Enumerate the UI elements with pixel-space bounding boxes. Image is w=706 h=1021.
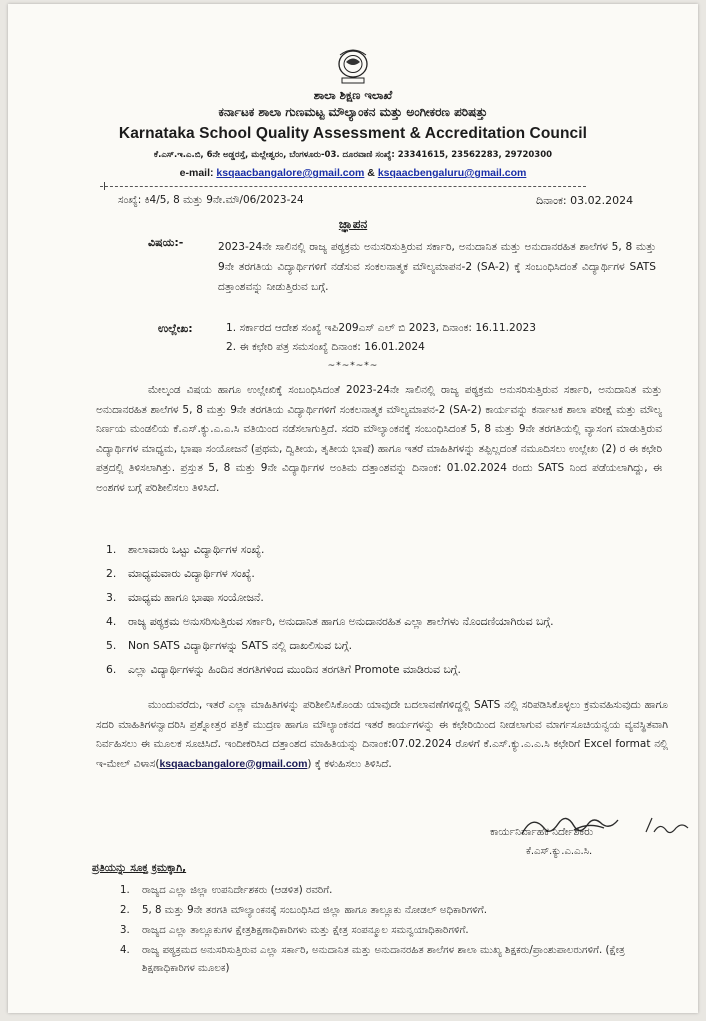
letter-page	[8, 4, 698, 1013]
department-name: ಶಾಲಾ ಶಿಕ್ಷಣ ಇಲಾಖೆ	[313, 88, 393, 102]
government-emblem-icon	[330, 46, 376, 86]
section-separator: ~*~*~*~	[327, 361, 379, 371]
signatory-title: ಕಾರ್ಯನಿರ್ವಾಹಕ ನಿರ್ದೇಶಕರು	[490, 826, 594, 838]
list-item-text: 5, 8 ಮತ್ತು 9ನೇ ತರಗತಿ ಮೌಲ್ಯಾಂಕನಕ್ಕೆ ಸಂಬಂಧಿಸಿದ ಜಿಲ್ಲಾ ಹಾಗೂ ತಾಲ್ಲೂಕು ನೋಡಲ್ ಅಧಿಕಾರಿಗಳಿಗೆ.	[142, 905, 487, 916]
list-item-number: 1.	[120, 885, 130, 896]
submission-email-link[interactable]: ksqaacbangalore@gmail.com	[159, 757, 308, 770]
list-item	[120, 902, 676, 920]
header-divider	[100, 186, 586, 187]
body-paragraph-2	[96, 696, 668, 774]
list-item-text: ರಾಜ್ಯ ಪಠ್ಯಕ್ರಮ ಅನುಸರಿಸುತ್ತಿರುವ ಸರ್ಕಾರಿ, ಅನುದಾನಿತ ಹಾಗೂ ಅನುದಾನರಹಿತ ಎಲ್ಲಾ ಶಾಲೆಗಳು ನೊಂದಣಿಯಾಗಿರುವ ಬಗ್ಗೆ.	[128, 615, 554, 628]
subject-text: 2023-24ನೇ ಸಾಲಿನಲ್ಲಿ ರಾಜ್ಯ ಪಠ್ಯಕ್ರಮ ಅನುಸರಿಸುತ್ತಿರುವ ಸರ್ಕಾರಿ, ಅನುದಾನಿತ ಮತ್ತು ಅನುದಾನರಹಿತ ಶಾಲೆಗಳ 5, 8 ಮತ್ತು 9ನೇ ತರಗತಿಯ ವಿದ್ಯಾರ್ಥಿಗಳಿಗೆ ನಡೆಸುವ ಸಂಕಲನಾತ್ಮಕ ಮೌಲ್ಯಮಾಪನ-2 (SA-2) ಕ್ಕೆ ಸಂಬಂಧಿಸಿದಂತೆ ವಿದ್ಯಾರ್ಥಿಗಳ SATS ದತ್ತಾಂಶವನ್ನು ನೀಡುತ್ತಿರುವ ಬಗ್ಗೆ.	[218, 241, 656, 293]
paragraph-2-text-b: ) ಕ್ಕೆ ಕಳುಹಿಸಲು ತಿಳಿಸಿದೆ.	[307, 757, 392, 770]
list-item-text: ರಾಜ್ಯ ಪಠ್ಯಕ್ರಮದ ಅನುಸರಿಸುತ್ತಿರುವ ಎಲ್ಲಾ ಸರ್ಕಾರಿ, ಅನುದಾನಿತ ಮತ್ತು ಅನುದಾನರಹಿತ ಶಾಲೆಗಳ ಶಾಲಾ ಮುಖ್ಯ ಶಿಕ್ಷಕರು/ಪ್ರಾಂಶುಪಾಲರುಗಳಿಗೆ. (ಕ್ಷೇತ್ರ ಶಿಕ್ಷಣಾಧಿಕಾರಿಗಳ ಮೂಲಕ)	[142, 945, 625, 974]
signatory-organization: ಕೆ.ಎಸ್.ಕ್ಯು.ಎ.ಎ.ಸಿ.	[526, 846, 593, 857]
list-item-number: 4.	[120, 945, 130, 956]
reference-item-1: 1. ಸರ್ಕಾರದ ಆದೇಶ ಸಂಖ್ಯೆ ಇಪಿ209ಎಸ್ ಎಲ್ ಬಿ 2023, ದಿನಾಂಕ: 16.11.2023	[226, 322, 536, 334]
reference-number: ಸಂಖ್ಯೆ: ಕಿ4/5, 8 ಮತ್ತು 9ನೇ.ಮೌ/06/2023-24	[118, 194, 304, 206]
list-item-number: 5.	[106, 639, 117, 652]
office-address: ಕೆ.ಎಸ್.ಇ.ಎ.ಬಿ, 6ನೇ ಅಡ್ಡರಸ್ತೆ, ಮಲ್ಲೇಶ್ವರಂ, ಬೆಂಗಳೂರು-03. ದೂರವಾಣಿ ಸಂಖ್ಯೆ: 23341615, 23562283, 29720300	[153, 150, 553, 160]
email-link-2[interactable]: ksqaacbengaluru@gmail.com	[377, 167, 527, 179]
council-name-english: Karnataka School Quality Assessment & Accreditation Council	[118, 125, 588, 142]
body-paragraph-1: ಮೇಲ್ಕಂಡ ವಿಷಯ ಹಾಗೂ ಉಲ್ಲೇಖಿಕ್ಕೆ ಸಂಬಂಧಿಸಿದಂತೆ 2023-24ನೇ ಸಾಲಿನಲ್ಲಿ ರಾಜ್ಯ ಪಠ್ಯಕ್ರಮ ಅನುಸರಿಸುತ್ತಿರುವ ಸರ್ಕಾರಿ, ಅನುದಾನಿತ ಮತ್ತು ಅನುದಾನರಹಿತ ಶಾಲೆಗಳ 5, 8 ಮತ್ತು 9ನೇ ತರಗತಿಯ ವಿದ್ಯಾರ್ಥಿಗಳಿಗೆ ಸಂಕಲನಾತ್ಮಕ ಮೌಲ್ಯಮಾಪನ-2 (SA-2) ಕಾರ್ಯವನ್ನು ಕರ್ನಾಟಕ ಶಾಲಾ ಪರೀಕ್ಷೆ ಮತ್ತು ಮೌಲ್ಯ ನಿರ್ಣಯ ಮಂಡಲಿಯ ಕೆ.ಎಸ್.ಕ್ಯು.ಎ.ಎ.ಸಿ ವತಿಯಿಂದ ನಡೆಸಲಾಗುತ್ತಿದೆ. ಸದರಿ ಮೌಲ್ಯಾಂಕನಕ್ಕೆ ಸಂಬಂಧಿಸಿದಂತೆ 5, 8 ಮತ್ತು 9ನೇ ತರಗತಿಯಲ್ಲಿ ವ್ಯಾಸಂಗ ಮಾಡುತ್ತಿರುವ ವಿದ್ಯಾರ್ಥಿಗಳ ಮಾಧ್ಯಮ, ಭಾಷಾ ಸಂಯೋಜನೆ (ಪ್ರಥಮ, ದ್ವಿತೀಯ, ತೃತೀಯ ಭಾಷೆ) ಹಾಗೂ ಇತರೆ ಮಾಹಿತಿಗಳನ್ನು ತಪ್ಪಿಲ್ಲದಂತೆ ನಮೂದಿಸಲು ಉಲ್ಲೇಖ (2) ರ ಈ ಕಛೇರಿ ಪತ್ರದಲ್ಲಿ ತಿಳಿಸಲಾಗಿತ್ತು. ಪ್ರಸ್ತುತ 5, 8 ಮತ್ತು 9ನೇ ವಿದ್ಯಾರ್ಥಿಗಳ ಅಂತಿಮ ದತ್ತಾಂಶವನ್ನು ದಿನಾಂಕ: 01.02.2024 ರಂದು SATS ನಿಂದ ಪಡೆಯಲಾಗಿದ್ದು, ಈ ಅಂಶಗಳ ಬಗ್ಗೆ ಪರಿಶೀಲಿಸಲು ತಿಳಿಸಿದೆ.	[96, 384, 662, 494]
list-item-text: ಮಾಧ್ಯಮ ಹಾಗೂ ಭಾಷಾ ಸಂಯೋಜನೆ.	[128, 591, 264, 604]
list-item-number: 2.	[120, 905, 130, 916]
list-item-text: ಮಾಧ್ಯಮವಾರು ವಿದ್ಯಾರ್ಥಿಗಳ ಸಂಖ್ಯೆ.	[128, 567, 255, 580]
list-item-number: 3.	[120, 925, 130, 936]
list-item	[106, 660, 666, 679]
list-item-number: 6.	[106, 663, 117, 676]
list-item-text: ರಾಜ್ಯದ ಎಲ್ಲಾ ಜಿಲ್ಲಾ ಉಪನಿರ್ದೇಶಕರು (ಆಡಳಿತ) ರವರಿಗೆ.	[142, 885, 333, 896]
list-item-number: 3.	[106, 591, 117, 604]
email-separator: &	[367, 167, 375, 179]
list-item	[106, 636, 666, 655]
list-item	[106, 612, 666, 631]
list-item	[120, 882, 676, 900]
list-item	[120, 942, 676, 978]
council-name-kannada: ಕರ್ನಾಟಕ ಶಾಲಾ ಗುಣಮಟ್ಟ ಮೌಲ್ಯಾಂಕನ ಮತ್ತು ಅಂಗೀಕರಣ ಪರಿಷತ್ತು	[218, 105, 488, 119]
list-item-number: 4.	[106, 615, 117, 628]
email-label: e-mail:	[179, 167, 214, 179]
email-link-1[interactable]: ksqaacbangalore@gmail.com	[216, 167, 365, 179]
paragraph-2-text-a: ಮುಂದುವರೆದು, ಇತರೆ ಎಲ್ಲಾ ಮಾಹಿತಿಗಳನ್ನು ಪರಿಶೀಲಿಸಿಕೊಂಡು ಯಾವುದೇ ಬದಲಾವಣೆಗಳಿದ್ದಲ್ಲಿ SATS ನಲ್ಲಿ ಸರಿಪಡಿಸಿಕೊಳ್ಳಲು ಕ್ರಮವಹಿಸುವುದು ಹಾಗೂ ಸದರಿ ಮಾಹಿತಿಗಳನ್ವಾದರಿಸಿ ಪ್ರಶ್ನೋತ್ತರ ಪತ್ರಿಕೆ ಮುದ್ರಣ ಹಾಗೂ ಮೌಲ್ಯಾಂಕನದ ಇತರೆ ಕಾರ್ಯಗಳನ್ನು ಈ ಕಛೇರಿಯಿಂದ ನೀಡಲಾಗುವ ಮಾರ್ಗಸೂಚಿಯನ್ವಯ ವ್ಯವಸ್ಥಿತವಾಗಿ ನಿರ್ವಹಿಸಲು ಈ ಮೂಲಕ ಸೂಚಿಸಿದೆ. ಇಂದೀಕರಿಸಿದ ದತ್ತಾಂಶದ ಮಾಹಿತಿಯನ್ನು ದಿನಾಂಕ:07.02.2024 ರೊಳಗೆ ಕೆ.ಎಸ್.ಕ್ಯು.ಎ.ಎ.ಸಿ ಕಛೇರಿಗೆ Excel format ನಲ್ಲಿ ಇ-ಮೇಲ್ ವಿಳಾಸ(	[96, 699, 668, 770]
email-row	[8, 167, 698, 179]
letter-date: ದಿನಾಂಕ: 03.02.2024	[536, 194, 634, 207]
list-item-text: ರಾಜ್ಯದ ಎಲ್ಲಾ ತಾಲ್ಲೂಕುಗಳ ಕ್ಷೇತ್ರಶಿಕ್ಷಣಾಧಿಕಾರಿಗಳು ಮತ್ತು ಕ್ಷೇತ್ರ ಸಂಪನ್ಮೂಲ ಸಮನ್ವಯಾಧಿಕಾರಿಗಳಿಗೆ.	[142, 925, 469, 936]
list-item-number: 2.	[106, 567, 117, 580]
check-points-list	[106, 540, 666, 684]
list-item-text: ಶಾಲಾವಾರು ಒಟ್ಟು ವಿದ್ಯಾರ್ಥಿಗಳ ಸಂಖ್ಯೆ.	[128, 543, 265, 556]
list-item	[120, 922, 676, 940]
subject-label: ವಿಷಯ:-	[148, 236, 184, 249]
notice-title: ಜ್ಞಾಪನ	[338, 217, 368, 231]
list-item-text: Non SATS ವಿದ್ಯಾರ್ಥಿಗಳನ್ನು SATS ನಲ್ಲಿ ದಾಖಲಿಸುವ ಬಗ್ಗೆ.	[128, 639, 353, 652]
list-item-number: 1.	[106, 543, 117, 556]
copy-to-label: ಪ್ರತಿಯನ್ನು ಸೂಕ್ತ ಕ್ರಮಕ್ಕಾಗಿ,	[92, 862, 187, 874]
reference-item-2: 2. ಈ ಕಛೇರಿ ಪತ್ರ ಸಮಸಂಖ್ಯೆ ದಿನಾಂಕ: 16.01.2024	[226, 341, 425, 353]
list-item	[106, 540, 666, 559]
copy-to-list	[120, 882, 676, 980]
list-item	[106, 564, 666, 583]
list-item	[106, 588, 666, 607]
list-item-text: ಎಲ್ಲಾ ವಿದ್ಯಾರ್ಥಿಗಳನ್ನು ಹಿಂದಿನ ತರಗತಿಗಳಿಂದ ಮುಂದಿನ ತರಗತಿಗೆ Promote ಮಾಡಿರುವ ಬಗ್ಗೆ.	[128, 663, 461, 676]
references-label: ಉಲ್ಲೇಖ:	[158, 322, 193, 335]
